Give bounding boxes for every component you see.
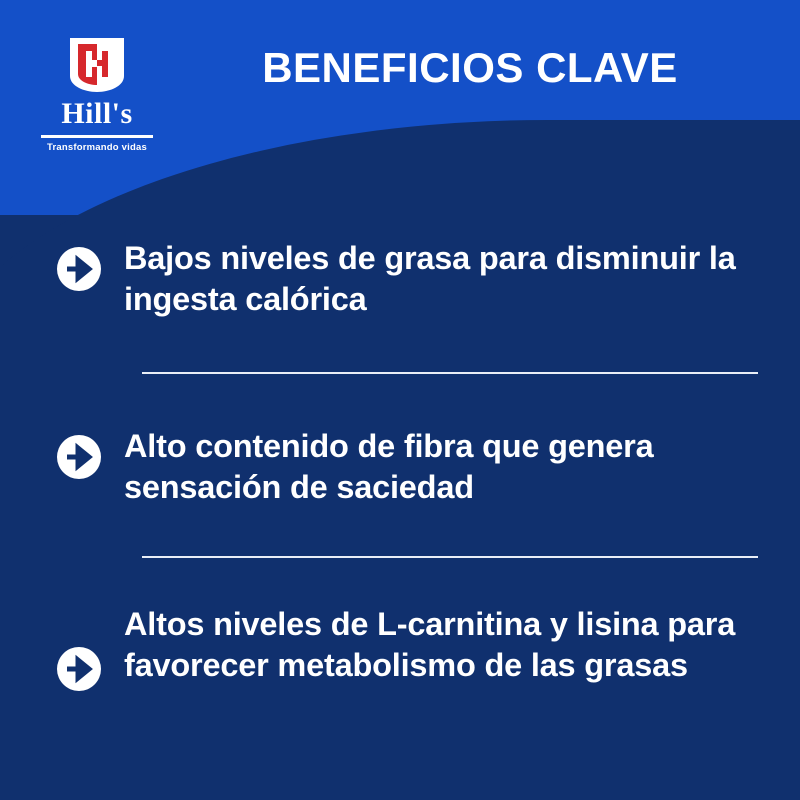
list-item-label: Bajos niveles de grasa para disminuir la ingesta calórica xyxy=(124,240,736,317)
list-item xyxy=(0,238,800,320)
list-item xyxy=(0,604,800,692)
list-item xyxy=(0,426,800,508)
brand-name: Hill's xyxy=(61,97,133,130)
brand-tagline: Transformando vidas xyxy=(47,142,147,153)
spacer xyxy=(0,320,800,372)
arrow-right-circle-icon xyxy=(56,646,102,692)
arrow-right-circle-icon xyxy=(56,434,102,480)
benefits-list xyxy=(0,232,800,692)
brand-logo xyxy=(38,34,156,154)
spacer xyxy=(0,374,800,426)
list-item-label: Altos niveles de L-carnitina y lisina para favorecer metabolismo de las grasas xyxy=(124,605,736,683)
logo-divider xyxy=(41,135,153,138)
hills-shield-logo-icon xyxy=(66,34,128,96)
spacer xyxy=(0,508,800,556)
page-title: BENEFICIOS CLAVE xyxy=(262,44,678,91)
list-item-label: Alto contenido de fibra que genera sensación de saciedad xyxy=(124,427,654,505)
spacer xyxy=(0,558,800,604)
arrow-right-circle-icon xyxy=(56,246,102,292)
